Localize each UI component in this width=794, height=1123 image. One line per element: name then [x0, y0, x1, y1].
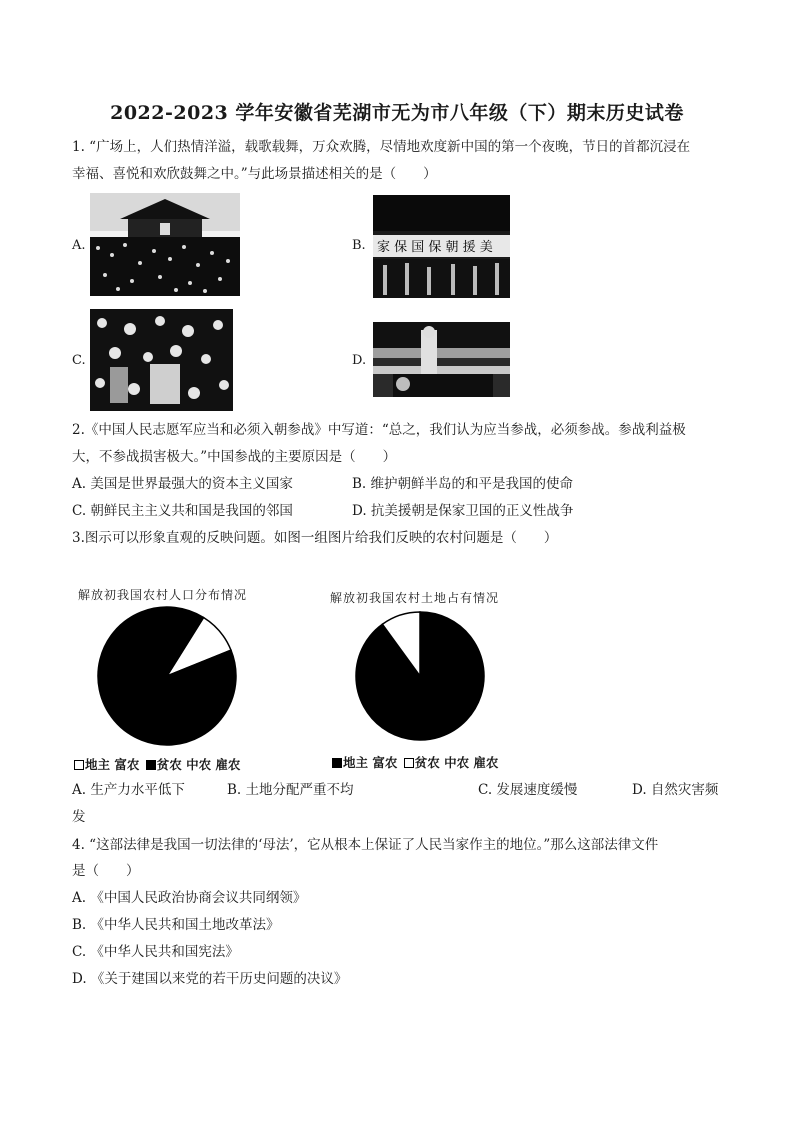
q4-option-c: C. 《中华人民共和国宪法》: [72, 944, 239, 960]
q2-option-b: B. 维护朝鲜半岛的和平是我国的使命: [352, 476, 574, 492]
q1-stem-line1: 1. “广场上，人们热情洋溢，载歌载舞，万众欢腾，尽情地欢度新中国的第一个夜晚，节日的首都沉浸在: [72, 139, 691, 155]
pie2-title: 解放初我国农村土地占有情况: [330, 591, 500, 605]
pie1-legend-black-label: 贫农 中农 雇农: [156, 757, 241, 772]
pie2-legend-white-label: 贫农 中农 雇农: [414, 755, 499, 770]
q1-option-c-label: C.: [72, 353, 86, 368]
q3-option-d: D. 自然灾害频: [632, 782, 719, 798]
pie1-legend-black-swatch: [146, 760, 156, 770]
banner-text: 家 保 国 保 朝 援 美: [377, 240, 493, 255]
q3-option-d-continued: 发: [72, 809, 86, 825]
pie2-legend-black-swatch: [332, 758, 342, 768]
q2-stem-line1: 2.《中国人民志愿军应当和必须入朝参战》中写道：“总之，我们认为应当参战，必须参战。参战利益极: [72, 422, 686, 438]
q3-option-a: A. 生产力水平低下: [72, 782, 185, 798]
q3-option-b: B. 土地分配严重不均: [227, 782, 354, 798]
q2-stem-line2: 大，不参战损害极大。”中国参战的主要原因是（ ）: [72, 449, 397, 465]
pie2-legend: [332, 753, 498, 771]
q1-stem-line2: 幸福、喜悦和欢欣鼓舞之中。”与此场景描述相关的是（ ）: [72, 166, 437, 182]
pie2-legend-black-label: 地主 富农: [343, 755, 398, 770]
q1-option-b-label: B.: [352, 238, 366, 253]
q1-option-d-label: D.: [352, 353, 367, 368]
q1-option-a-label: A.: [72, 238, 86, 253]
q3-option-c: C. 发展速度缓慢: [478, 782, 578, 798]
q2-option-c: C. 朝鲜民主主义共和国是我国的邻国: [72, 503, 293, 519]
pie2-legend-white-swatch: [404, 758, 414, 768]
q4-option-a: A. 《中国人民政治协商会议共同纲领》: [72, 890, 307, 906]
q4-stem-line2: 是（ ）: [72, 863, 140, 879]
pie1-legend-white-label: 地主 富农: [85, 757, 140, 772]
q3-options-row: [72, 781, 732, 799]
q2-option-d: D. 抗美援朝是保家卫国的正义性战争: [352, 503, 574, 519]
pie1-legend-white-swatch: [74, 760, 84, 770]
pie1-title: 解放初我国农村人口分布情况: [78, 588, 248, 602]
q2-option-a: A. 美国是世界最强大的资本主义国家: [72, 476, 293, 492]
q3-stem: 3.图示可以形象直观的反映问题。如图一组图片给我们反映的农村问题是（ ）: [72, 530, 558, 546]
pie1-legend: [74, 755, 240, 773]
q4-stem-line1: 4. “这部法律是我国一切法律的‘母法’，它从根本上保证了人民当家作主的地位。”那么这部法律文件: [72, 837, 659, 853]
page-title: 2022-2023 学年安徽省芜湖市无为市八年级（下）期末历史试卷: [110, 102, 684, 124]
q4-option-b: B. 《中华人民共和国土地改革法》: [72, 917, 280, 933]
q4-option-d: D. 《关于建国以来党的若干历史问题的决议》: [72, 971, 348, 987]
